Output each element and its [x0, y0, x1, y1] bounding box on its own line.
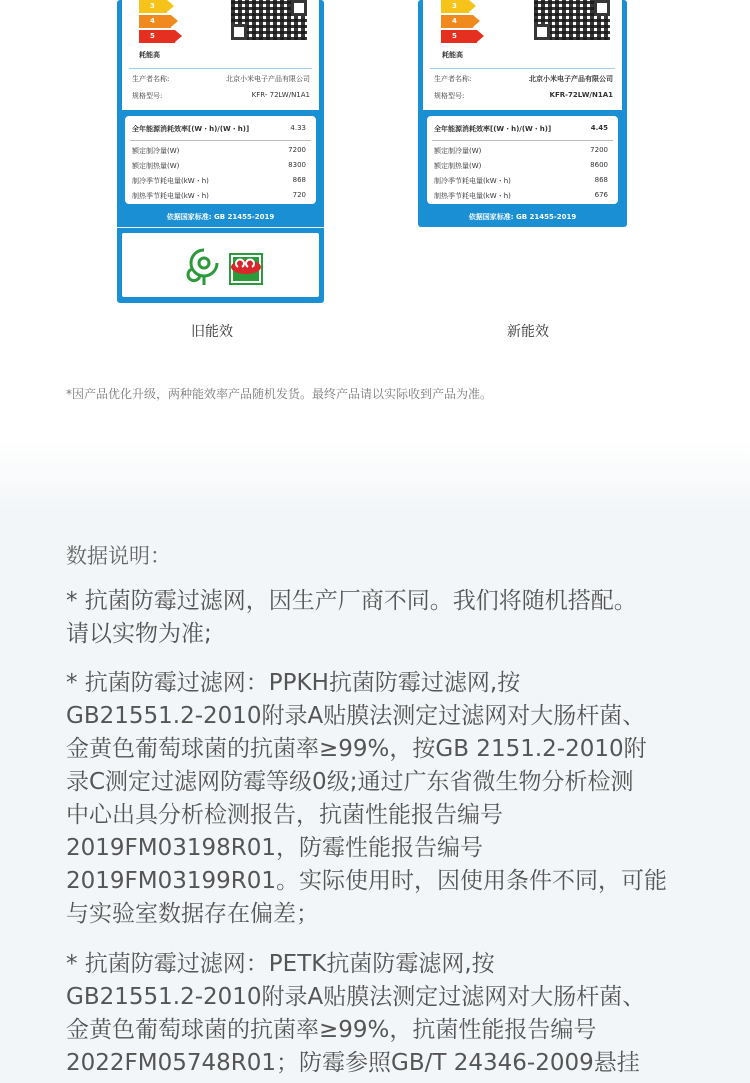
producer-value: 北京小米电子产品有限公司 [226, 75, 310, 83]
efficiency-box [427, 116, 618, 204]
efficiency-box [125, 116, 316, 204]
paragraph-line: GB21551.2-2010附录A贴膜法测定过滤网对大肠杆菌、 [66, 703, 646, 729]
consumption-high-text: 耗能高 [442, 51, 463, 59]
model-value: KFR- 72LW/N1A1 [251, 91, 310, 99]
paragraph-line: GB21551.2-2010附录A贴膜法测定过滤网对大肠杆菌、 [66, 984, 646, 1010]
model-key: 规格型号: [132, 92, 163, 100]
producer-value: 北京小米电子产品有限公司 [529, 75, 613, 83]
standard-text: 依据国家标准: GB 21455-2019 [468, 213, 577, 221]
row-value: 8600 [590, 161, 608, 169]
row-value: 868 [594, 176, 608, 184]
row-key: 制冷季节耗电量(kW・h) [132, 177, 209, 185]
row-key: 额定制热量(W) [132, 162, 180, 170]
row-key: 额定制冷量(W) [434, 147, 482, 155]
row-value: 720 [292, 191, 306, 199]
consumption-high-text: 耗能高 [139, 51, 160, 59]
shipping-note: *因产品优化升级，两种能效率产品随机发货。最终产品请以实际收到产品为准。 [66, 387, 493, 401]
qr-code-icon [231, 0, 307, 40]
grade-3-bar: 3 [441, 0, 469, 13]
paragraph-line: 中心出具分析检测报告，抗菌性能报告编号 [66, 802, 503, 828]
paragraph-line: 2019FM03198R01，防霉性能报告编号 [66, 835, 484, 861]
cec-logo-icon [229, 253, 263, 285]
qr-code-icon [534, 0, 610, 40]
row-value: 676 [594, 191, 608, 199]
grade-4-bar: 4 [139, 15, 171, 28]
row-key: 制冷季节耗电量(kW・h) [434, 177, 511, 185]
paragraph-line: 金黄色葡萄球菌的抗菌率≥99%，按GB 2151.2-2010附 [66, 736, 647, 762]
paragraph-line: * 抗菌防霉过滤网：PPKH抗菌防霉过滤网,按 [66, 670, 521, 696]
grade-3-bar: 3 [139, 0, 167, 13]
paragraph-line: 录C测定过滤网防霉等级0级;通过广东省微生物分析检测 [66, 769, 634, 795]
row-key: 额定制热量(W) [434, 162, 482, 170]
grade-4-bar: 4 [441, 15, 473, 28]
row-value: 8300 [288, 161, 306, 169]
paragraph-line: 2019FM03199R01。实际使用时，因使用条件不同，可能 [66, 868, 668, 894]
efficiency-value: 4.45 [590, 124, 608, 132]
row-value: 7200 [288, 146, 306, 154]
row-key: 制热季节耗电量(kW・h) [434, 192, 511, 200]
old-energy-label [117, 0, 324, 303]
certification-box [122, 233, 319, 297]
new-label-caption: 新能效 [507, 324, 549, 340]
producer-key: 生产者名称: [132, 75, 170, 83]
row-value: 868 [292, 176, 306, 184]
paragraph-line: 2022FM05748R01；防霉参照GB/T 24346-2009悬挂 [66, 1050, 640, 1076]
note-paragraph-1 [66, 585, 696, 651]
paragraph-line: 请以实物为准; [66, 621, 212, 647]
model-value: KFR-72LW/N1A1 [549, 91, 613, 99]
efficiency-key: 全年能源消耗效率[(W・h)/(W・h)] [434, 125, 552, 133]
row-value: 7200 [590, 146, 608, 154]
cqc-logo-icon [184, 247, 224, 287]
new-energy-label [418, 0, 627, 227]
paragraph-line: 金黄色葡萄球菌的抗菌率≥99%，抗菌性能报告编号 [66, 1017, 597, 1043]
paragraph-line: * 抗菌防霉过滤网：PETK抗菌防霉滤网,按 [66, 951, 495, 977]
row-key: 额定制冷量(W) [132, 147, 180, 155]
paragraph-line: * 抗菌防霉过滤网，因生产厂商不同。我们将随机搭配。 [66, 588, 637, 614]
grade-5-bar: 5 [441, 30, 477, 43]
note-paragraph-2 [66, 667, 696, 931]
model-key: 规格型号: [434, 92, 465, 100]
paragraph-line: 与实验室数据存在偏差； [66, 901, 319, 927]
grade-5-bar: 5 [139, 30, 175, 43]
efficiency-key: 全年能源消耗效率[(W・h)/(W・h)] [132, 125, 250, 133]
label-comparison-section [0, 0, 750, 440]
efficiency-value: 4.33 [290, 124, 306, 132]
section-title: 数据说明： [66, 544, 171, 568]
row-key: 制热季节耗电量(kW・h) [132, 192, 209, 200]
standard-text: 依据国家标准: GB 21455-2019 [166, 213, 275, 221]
producer-key: 生产者名称: [434, 75, 472, 83]
note-paragraph-3 [66, 948, 696, 1080]
old-label-caption: 旧能效 [191, 324, 233, 340]
